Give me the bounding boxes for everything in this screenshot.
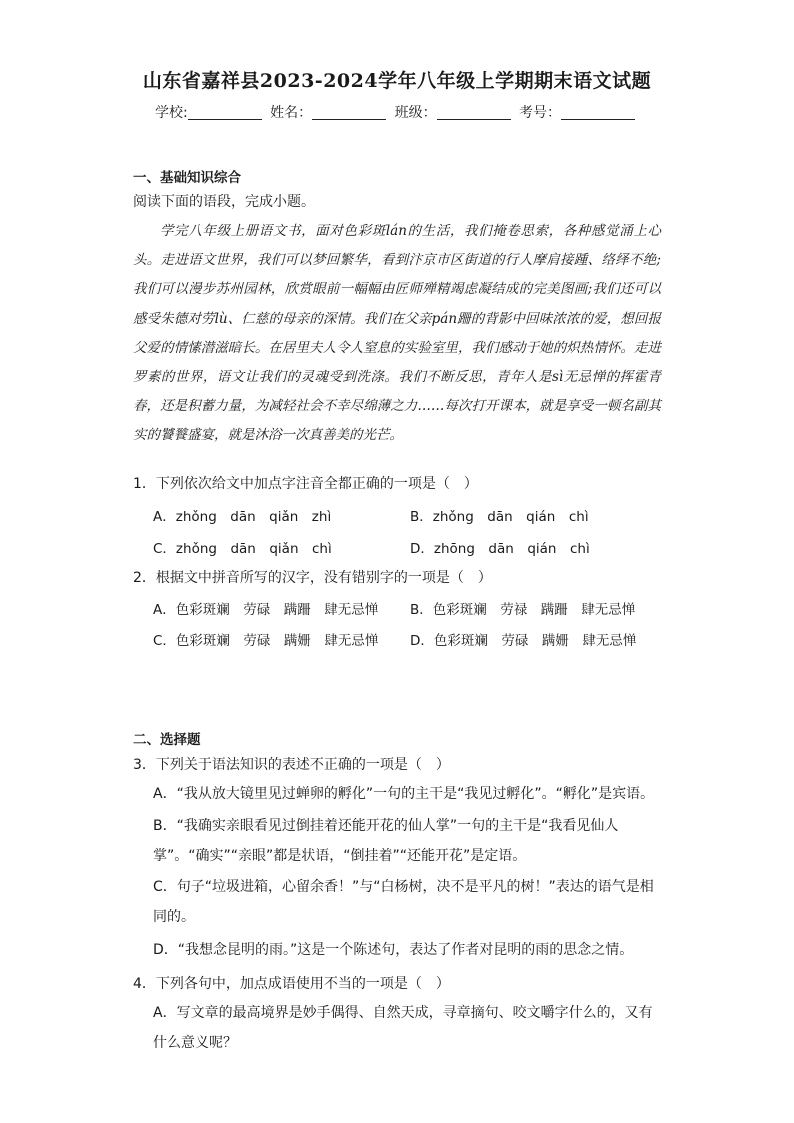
- exam-no-blank[interactable]: [561, 105, 635, 120]
- q3-option-b[interactable]: B．“我确实亲眼看见过倒挂着还能开花的仙人掌”一句的主干是“我看见仙人掌”。“确实”“亲眼”都是状语，“倒挂着”“还能开花”是定语。: [153, 818, 619, 864]
- q2-option-a[interactable]: A．色彩斑斓 劳碌 蹒跚 肆无忌惮: [153, 602, 379, 618]
- question-4-stem: 4．下列各句中，加点成语使用不当的一项是（ ）: [133, 976, 450, 992]
- reading-passage: 学完八年级上册语文书，面对色彩斑lán的生活，我们掩卷思索，各种感觉涌上心头。走进语文世界，我们可以梦回繁华，看到汴京市区街道的行人摩肩接踵、络绎不绝;我们可以漫步苏州园林，欣赏眼前一幅幅由匠师殚精竭虑凝结成的完美图画;我们还可以感受朱德对劳lù、仁慈的母亲的深情。我们在父亲pán跚的背影中回味浓浓的爱，想回报父爱的情愫潜滋暗长。在居里夫人令人窒息的实验室里，我们感动于她的炽热情怀。走进罗素的世界，语文让我们的灵魂受到洗涤。我们不断反思，青年人是sì无忌惮的挥霍青春，还是积蓄力量，为减轻社会不幸尽绵薄之力……每次打开课本，就是享受一顿名副其实的饕餮盛宴，就是沐浴一次真善美的光芒。: [133, 223, 661, 444]
- section-intro: 阅读下面的语段，完成小题。: [133, 194, 315, 210]
- q3-option-d[interactable]: D．“我想念昆明的雨。”这是一个陈述句，表达了作者对昆明的雨的思念之情。: [153, 942, 634, 958]
- question-1-stem: 1．下列依次给文中加点字注音全都正确的一项是（ ）: [133, 476, 478, 492]
- student-info-line: [0, 102, 794, 122]
- section-heading-2: 二、选择题: [133, 732, 201, 748]
- q1-option-b[interactable]: B．zhǒng dān qián chì: [410, 509, 589, 525]
- question-3-stem: 3．下列关于语法知识的表述不正确的一项是（ ）: [133, 757, 450, 773]
- name-label: 姓名：: [270, 105, 313, 121]
- school-label: 学校:: [154, 105, 188, 121]
- q2-option-b[interactable]: B．色彩斑斓 劳禄 蹒跚 肆无忌惮: [410, 602, 636, 618]
- page-title: 山东省嘉祥县2023-2024学年八年级上学期期末语文试题: [142, 70, 652, 92]
- class-blank[interactable]: [437, 105, 511, 120]
- exam-no-label: 考号：: [519, 105, 562, 121]
- q2-option-d[interactable]: D．色彩斑斓 劳碌 蹒姗 肆无忌惮: [410, 633, 637, 649]
- q1-option-c[interactable]: C．zhǒng dān qiǎn chì: [153, 541, 332, 557]
- school-blank[interactable]: [188, 105, 262, 120]
- name-blank[interactable]: [312, 105, 386, 120]
- q3-option-c[interactable]: C．句子“垃圾进箱，心留余香！”与“白杨树，决不是平凡的树！”表达的语气是相同的。: [153, 879, 654, 925]
- q4-option-a[interactable]: A．写文章的最高境界是妙手偶得、自然天成，寻章摘句、咬文嚼字什么的，又有什么意义呢？: [153, 1005, 653, 1051]
- class-label: 班级：: [394, 105, 437, 121]
- q1-option-d[interactable]: D．zhōng dān qián chì: [410, 541, 590, 557]
- q2-option-c[interactable]: C．色彩斑斓 劳碌 蹒姗 肆无忌惮: [153, 633, 379, 649]
- q3-option-a[interactable]: A．“我从放大镜里见过蝉卵的孵化”一句的主干是“我见过孵化”。“孵化”是宾语。: [153, 786, 655, 802]
- q1-option-a[interactable]: A．zhǒng dān qiǎn zhì: [153, 509, 332, 525]
- question-2-stem: 2．根据文中拼音所写的汉字，没有错别字的一项是（ ）: [133, 570, 492, 586]
- section-heading-1: 一、基础知识综合: [133, 170, 241, 186]
